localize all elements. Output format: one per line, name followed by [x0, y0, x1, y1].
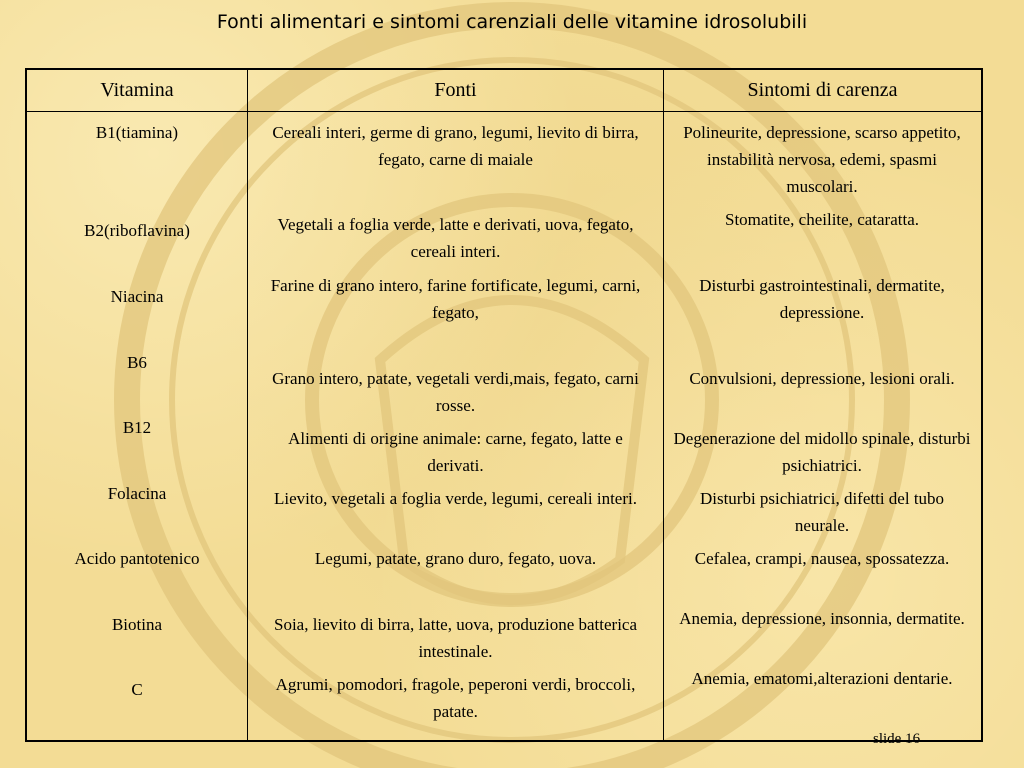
vitamin-name: Acido pantotenico: [74, 549, 200, 568]
fonti-cell: Legumi, patate, grano duro, fegato, uova.: [314, 549, 597, 568]
sintomi-cell: Stomatite, cheilite, cataratta.: [725, 210, 919, 229]
slide-title: Fonti alimentari e sintomi carenziali delle vitamine idrosolubili: [216, 11, 808, 33]
sintomi-cell: Disturbi gastrointestinali, dermatite, depressione.: [699, 276, 945, 322]
slide-number: slide 16: [873, 731, 921, 747]
vitamin-name: Niacina: [110, 287, 164, 306]
header-fonti: Fonti: [434, 79, 477, 101]
sintomi-cell: Cefalea, crampi, nausea, spossatezza.: [694, 549, 950, 568]
fonti-cell: Vegetali a foglia verde, latte e derivati, uova, fegato, cereali interi.: [277, 215, 634, 261]
column-divider: [247, 70, 248, 740]
vitamin-table: [25, 68, 983, 742]
fonti-cell: Grano intero, patate, vegetali verdi,mais, fegato, carni rosse.: [272, 369, 639, 415]
sintomi-cell: Polineurite, depressione, scarso appetito, instabilità nervosa, edemi, spasmi muscolari.: [683, 123, 961, 196]
fonti-cell: Farine di grano intero, farine fortificate, legumi, carni, fegato,: [270, 276, 641, 322]
sintomi-cell: Disturbi psichiatrici, difetti del tubo neurale.: [699, 489, 945, 535]
sintomi-cell: Degenerazione del midollo spinale, disturbi psichiatrici.: [673, 429, 971, 475]
vitamin-name: B6: [127, 353, 147, 372]
sintomi-cell: Anemia, depressione, insonnia, dermatite.: [679, 609, 965, 628]
sintomi-cell: Anemia, ematomi,alterazioni dentarie.: [691, 669, 953, 688]
sintomi-cell: Convulsioni, depressione, lesioni orali.: [689, 369, 955, 388]
vitamin-name: C: [131, 680, 143, 699]
header-divider: [27, 111, 981, 112]
fonti-cell: Alimenti di origine animale: carne, fegato, latte e derivati.: [288, 429, 623, 475]
vitamin-name: B1(tiamina): [95, 123, 179, 142]
header-vitamina: Vitamina: [100, 79, 174, 101]
fonti-cell: Lievito, vegetali a foglia verde, legumi, cereali interi.: [274, 489, 637, 508]
vitamin-name: B2(riboflavina): [84, 221, 190, 240]
column-divider: [663, 70, 664, 740]
fonti-cell: Cereali interi, germe di grano, legumi, lievito di birra, fegato, carne di maiale: [272, 123, 639, 169]
vitamin-name: Biotina: [111, 615, 163, 634]
fonti-cell: Soia, lievito di birra, latte, uova, produzione batterica intestinale.: [273, 615, 638, 661]
vitamin-name: B12: [122, 418, 152, 437]
fonti-cell: Agrumi, pomodori, fragole, peperoni verdi, broccoli, patate.: [275, 675, 636, 721]
vitamin-name: Folacina: [107, 484, 167, 503]
header-sintomi: Sintomi di carenza: [747, 79, 898, 101]
